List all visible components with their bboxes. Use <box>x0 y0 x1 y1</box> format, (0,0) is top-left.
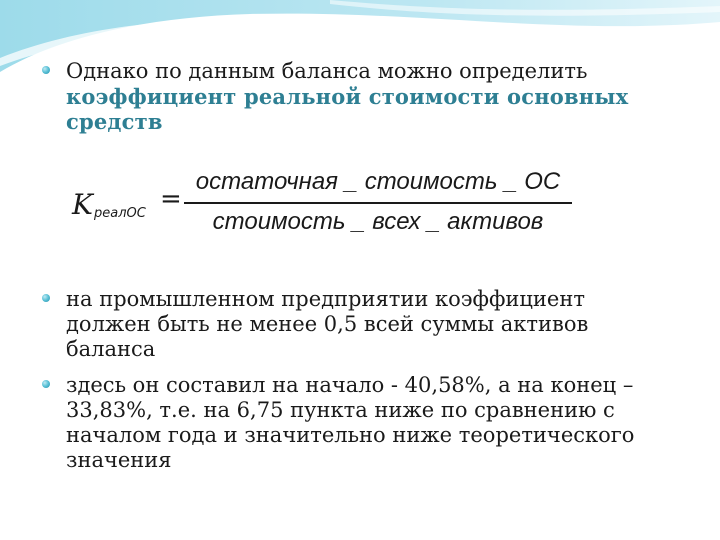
bullet-3-line-3: началом года и значительно ниже теоретического <box>66 423 635 447</box>
bullet-1-line-1: Однако по данным баланса можно определить <box>66 59 588 83</box>
bullet-2-line-2: должен быть не менее 0,5 всей суммы активов <box>66 312 589 336</box>
formula-equals: = <box>160 184 182 214</box>
bullet-marker-icon <box>42 294 50 302</box>
bullet-1-line-2: коэффициент реальной стоимости основных <box>66 84 629 109</box>
formula-numerator: остаточная _ стоимость _ ОС <box>195 168 561 195</box>
fraction-bar <box>184 202 572 204</box>
bullet-marker-icon <box>42 380 50 388</box>
bullet-3-line-2: 33,83%, т.е. на 6,75 пункта ниже по сравнению с <box>66 398 615 422</box>
formula-lhs: K <box>72 188 93 221</box>
formula-k-real-os <box>68 168 588 248</box>
bullet-1-line-3: средств <box>66 109 163 134</box>
bullet-2-line-1: на промышленном предприятии коэффициент <box>66 287 585 311</box>
formula-denominator: стоимость _ всех _ активов <box>212 208 544 235</box>
bullet-marker-icon <box>42 66 50 74</box>
bullet-3-line-4: значения <box>66 448 172 472</box>
bullet-2-line-3: баланса <box>66 337 156 361</box>
formula-subscript: реалОС <box>94 206 146 221</box>
bullet-3-line-1: здесь он составил на начало - 40,58%, а на конец – <box>66 373 634 397</box>
